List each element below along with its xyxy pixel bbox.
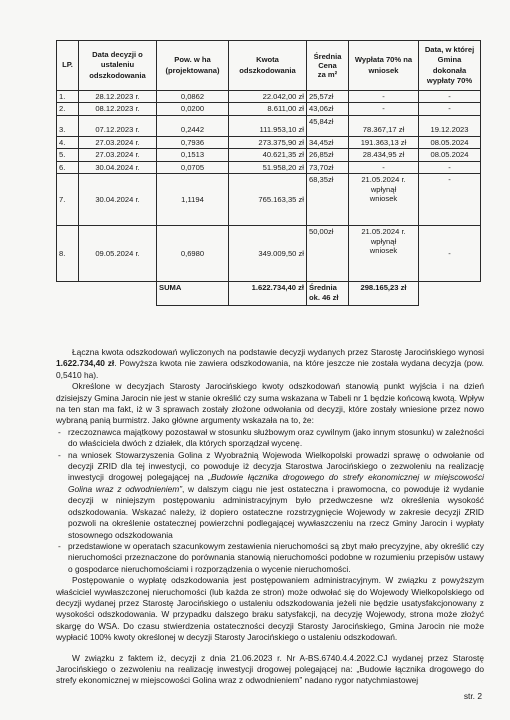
paragraph-arguments: Określone w decyzjach Starosty Jarocińskiego kwoty odszkodowań stanowią punkt wyjścia i na dzień dzisiejszy Gmina Jarocin nie jest w stanie określić czy suma wskazana w Tabeli nr 1 będzie końcową kwotą. Wpływ na ten stan ma fakt, iż w 3 sprawach zostały złożone odwołania od decyzji, które zostały wniesione przez nowo wybraną panią burmistrz. Jako główne argumenty wskazała na to, że: (56, 381, 484, 426)
table-row: 2. 08.12.2023 r. 0,0200 8.611,00 zł 43,06zł - - (57, 103, 481, 115)
table-row: 3. 07.12.2023 r. 0,2442 111.953,10 zł 45,84zł 78.367,17 zł 19.12.2023 (57, 115, 481, 136)
header-paydate: Data, w której Gmina dokonała wypłaty 70% (419, 41, 481, 91)
sum-label: SUMA (157, 282, 229, 306)
table-row: 1. 28.12.2023 r. 0,0862 22.042,00 zł 25,57zł - - (57, 91, 481, 103)
bullet-appraiser: - rzeczoznawca majątkowy pozostawał w stosunku służbowym oraz cywilnym (jako innym stosunku) w zależności do właściciela dwóch z działek, dla których sporządzał wycenę. (56, 427, 484, 450)
paragraph-procedure: Postępowanie o wypłatę odszkodowania jest postępowaniem administracyjnym. W związku z powyższym właściciel wywłaszczonej nieruchomości (lub każda ze stron) może odwołać się do Wojewody Wielkopolskiego od decyzji wydanej przez Starostę Jarocińskiego o ustaleniu odszkodowania jeżeli nie będzie usatysfakcjonowany z wysokości odszkodowania. W przypadku dalszego braku satysfakcji, na decyzję Wojewody, strona może złożyć skargę do WSA. Do czasu stwierdzenia ostateczności decyzji Starosty Jarocińskiego, Gmina Jarocin nie może wypłacić 100% kwoty określonej w decyzji Starosty Jarocińskiego o ustaleniu odszkodowań. (56, 575, 484, 643)
header-avg: Średnia Cena za m² (307, 41, 349, 91)
header-area: Pow. w ha (projektowana) (157, 41, 229, 91)
header-date: Data decyzji o ustaleniu odszkodowania (79, 41, 157, 91)
table-row-sum (57, 282, 481, 306)
header-paid: Wypłata 70% na wniosek (349, 41, 419, 91)
table-row: 8. 09.05.2024 r. 0,6980 349.009,50 zł 50,00zł 21.05.2024 r. wpłynął wniosek - (57, 226, 481, 282)
page-number: str. 2 (463, 691, 482, 701)
bullet-valuation: - przedstawione w operatach szacunkowym zestawienia nieruchomości są zbyt mało precyzyjne, aby określić czy nieruchomości przeznaczone do porównania stanowią nieruchomości podobne w rozumieniu przepisów ustawy o gospodarce nieruchomościami i rozporządzenia o wycenie nieruchomości. (56, 541, 484, 575)
table-row: 5. 27.03.2024 r. 0,1513 40.621,35 zł 26,85zł 28.434,95 zł 08.05.2024 (57, 149, 481, 161)
sum-avg: Średnia ok. 46 zł (307, 282, 349, 306)
bullet-zrid: - na wniosek Stowarzyszenia Golina z Wyobraźnią Wojewoda Wielkopolski prowadzi sprawę o odwołanie od decyzji ZRID dla tej inwestycji, co powoduje iż decyzja Starostwa Jarocińskiego o zezwoleniu na realizację inwestycji drogowej polegającej na „Budowie łącznika drogowego do strefy ekonomicznej w miejscowości Golina wraz z odwodnieniem”, w dalszym ciągu nie jest ostateczna i prawomocna, co powoduje iż wydanie decyzji w niniejszym postępowaniu administracyjnym było przedwczesne w/z określenia wysokość odszkodowania. Wskazać należy, iż dopiero ostateczne rozstrzygnięcie Wojewody w zakresie decyzji ZRID pozwoli na określenie ostatecznej powierzchni podlegającej wywłaszczeniu na rzecz Gminy Jarocin i wypłaty stosownego odszkodowania (56, 450, 484, 541)
paragraph-total: Łączna kwota odszkodowań wyliczonych na podstawie decyzji wydanych przez Starostę Jarocińskiego wynosi 1.622.734,40 zł. Powyższa kwota nie zawiera odszkodowania, na które jeszcze nie została wydana decyzja (pow. 0,5410 ha). (56, 347, 484, 380)
header-lp: LP. (57, 41, 79, 91)
body-text (56, 347, 484, 687)
compensation-table (56, 40, 481, 306)
table-row: 4. 27.03.2024 r. 0,7936 273.375,90 zł 34,45zł 191.363,13 zł 08.05.2024 (57, 136, 481, 148)
header-amount: Kwota odszkodowania (229, 41, 307, 91)
table-row: 6. 30.04.2024 r. 0,0705 51.958,20 zł 73,70zł - - (57, 161, 481, 173)
table-row: 7. 30.04.2024 r. 1,1194 765.163,35 zł 68,35zł 21.05.2024 r. wpłynął wniosek - (57, 174, 481, 226)
paragraph-decision: W związku z faktem iż, decyzji z dnia 21.06.2023 r. Nr A-BS.6740.4.4.2022.CJ wydanej przez Starostę Jarocińskiego o zezwoleniu na realizację inwestycji drogowej polegającej na: „Budowie łącznika drogowego do strefy ekonomicznej w miejscowości Golina wraz z odwodnieniem” nadano rygor natychmiastowej (56, 652, 484, 686)
sum-amount: 1.622.734,40 zł (229, 282, 307, 306)
sum-paid: 298.165,23 zł (349, 282, 419, 306)
